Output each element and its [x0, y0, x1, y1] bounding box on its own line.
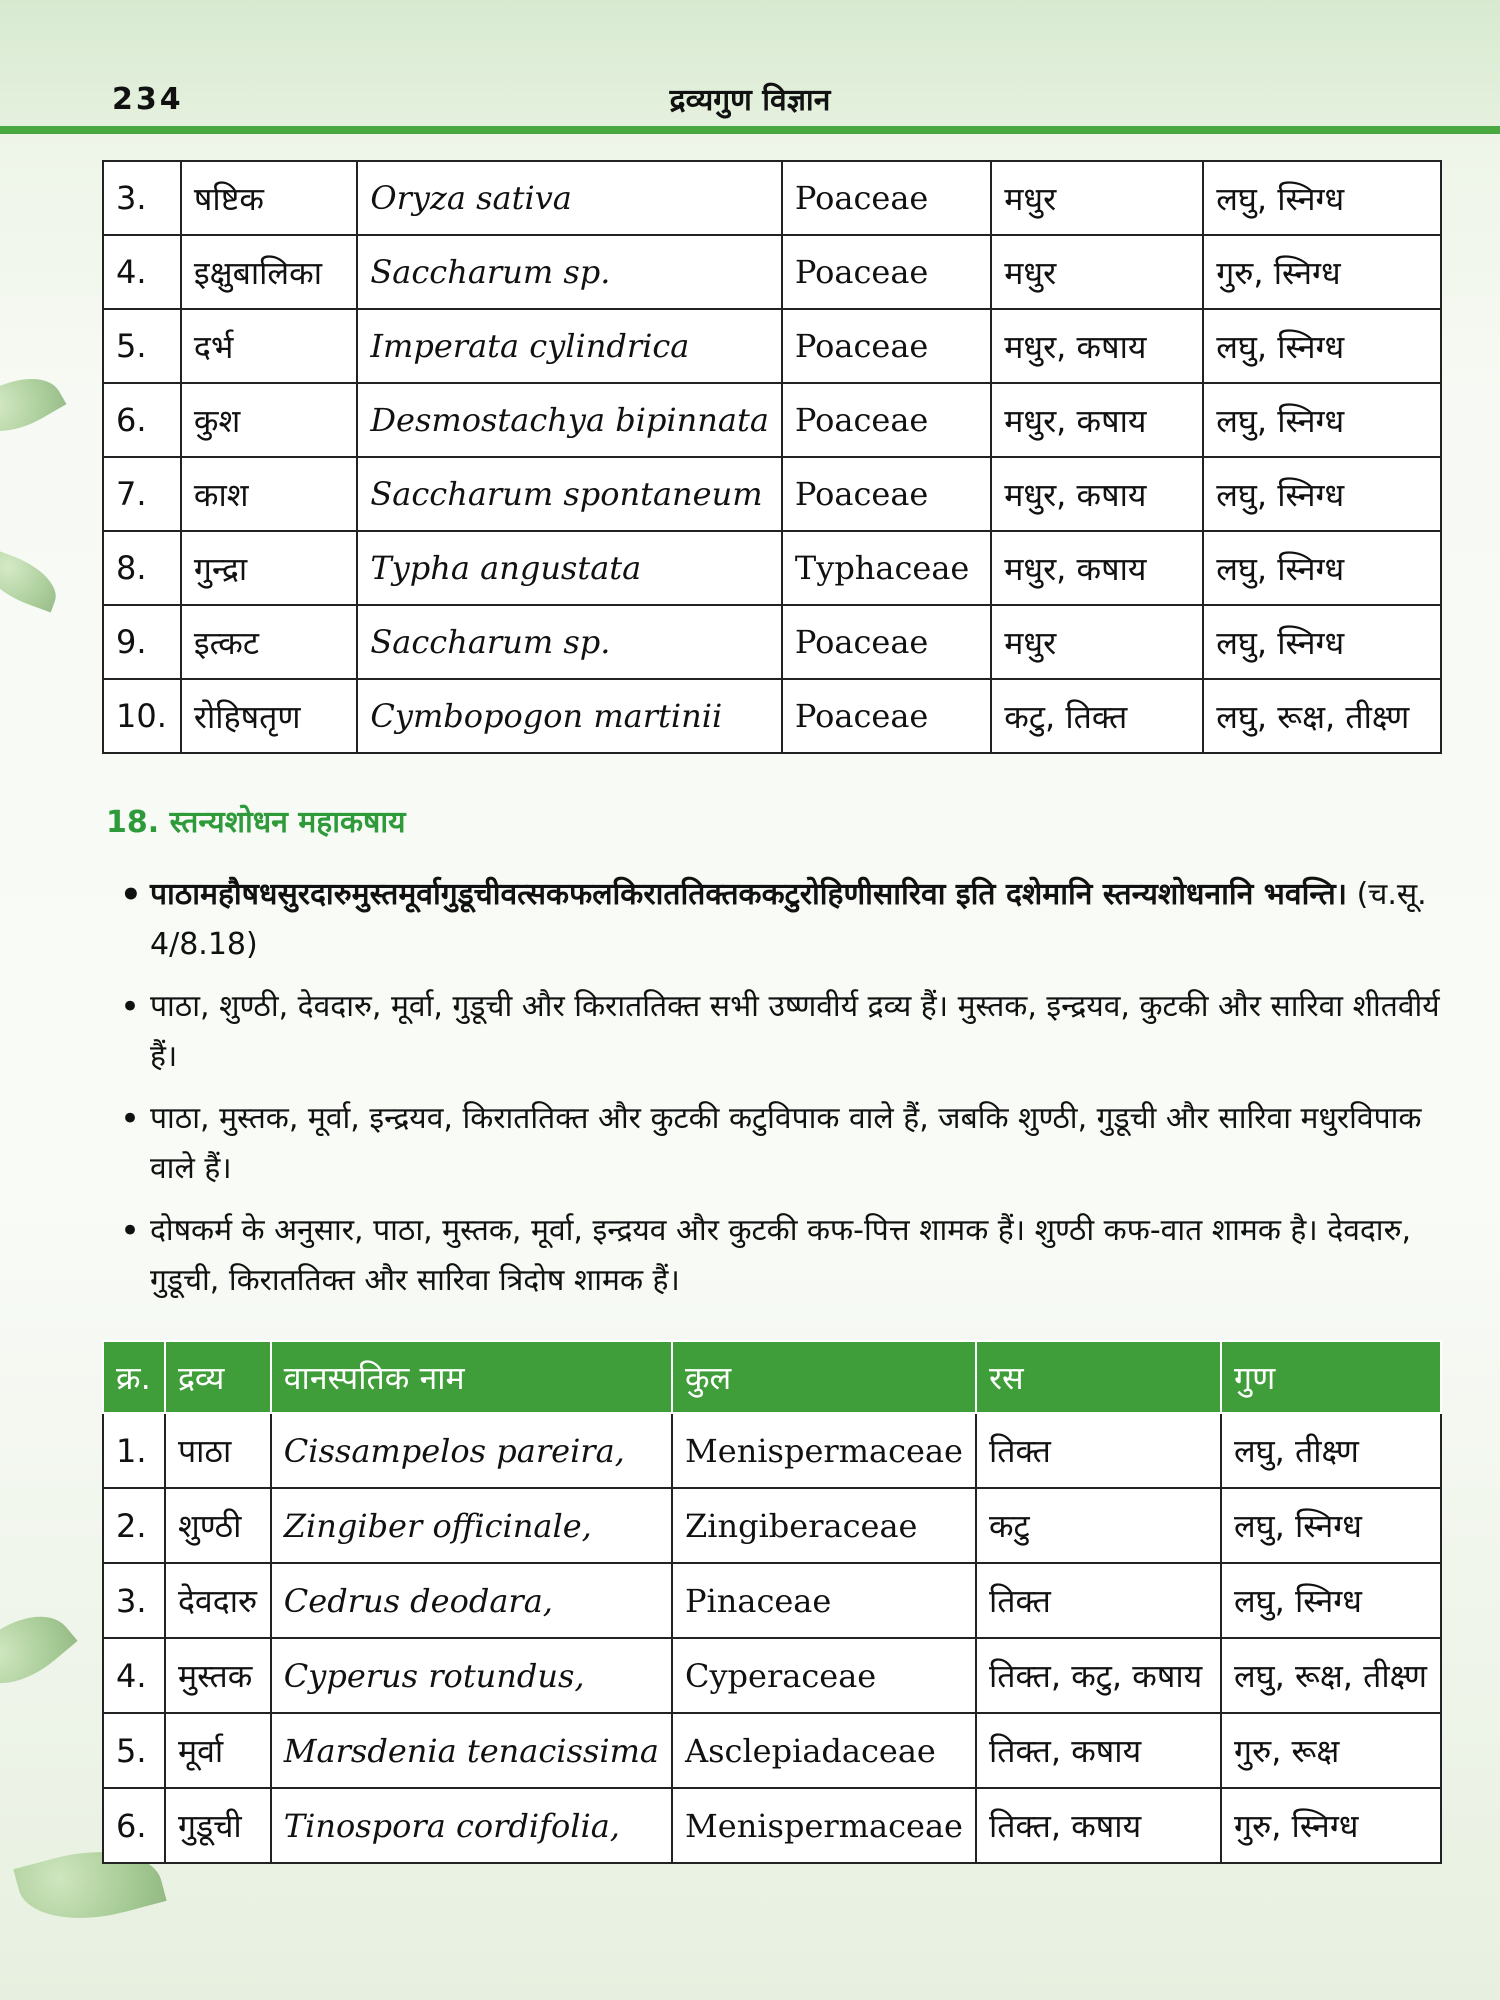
- column-header: क्र.: [103, 1341, 165, 1413]
- cell-guna: लघु, स्निग्ध: [1203, 531, 1441, 605]
- column-header: द्रव्य: [165, 1341, 271, 1413]
- book-title: द्रव्यगुण विज्ञान: [669, 83, 831, 118]
- table-row: [103, 383, 1441, 457]
- cell-serial: 4.: [103, 1638, 165, 1713]
- cell-rasa: मधुर, कषाय: [991, 383, 1203, 457]
- cell-rasa: तिक्त: [976, 1563, 1221, 1638]
- cell-family: Menispermaceae: [672, 1788, 976, 1863]
- bullet-list: [150, 870, 1440, 1318]
- list-item: [150, 1094, 1440, 1194]
- cell-family: Asclepiadaceae: [672, 1713, 976, 1788]
- cell-guna: लघु, स्निग्ध: [1221, 1488, 1441, 1563]
- section-heading: 18. स्तन्यशोधन महाकषाय: [106, 805, 406, 840]
- cell-serial: 3.: [103, 161, 181, 235]
- cell-guna: लघु, रूक्ष, तीक्ष्ण: [1203, 679, 1441, 753]
- cell-botanical-name: Cymbopogon martinii: [357, 679, 782, 753]
- cell-guna: लघु, स्निग्ध: [1203, 605, 1441, 679]
- cell-rasa: मधुर: [991, 161, 1203, 235]
- cell-family: Poaceae: [782, 457, 991, 531]
- reference: (च.सू. 4/8.18): [150, 877, 1427, 962]
- cell-botanical-name: Desmostachya bipinnata: [357, 383, 782, 457]
- cell-serial: 5.: [103, 309, 181, 383]
- bullet-text: दोषकर्म के अनुसार, पाठा, मुस्तक, मूर्वा, इन्द्रयव और कुटकी कफ-पित्त शामक हैं। शुण्ठी कफ-वात शामक है। देवदारु, गुडूची, किराततिक्त और सारिवा त्रिदोष शामक हैं।: [150, 1213, 1412, 1298]
- list-item: [150, 1206, 1440, 1306]
- table-row: [103, 161, 1441, 235]
- table-row: [103, 1788, 1441, 1863]
- cell-family: Cyperaceae: [672, 1638, 976, 1713]
- cell-rasa: तिक्त: [976, 1413, 1221, 1488]
- cell-rasa: कटु: [976, 1488, 1221, 1563]
- cell-family: Typhaceae: [782, 531, 991, 605]
- cell-botanical-name: Saccharum spontaneum: [357, 457, 782, 531]
- table-stanyashodhana: [102, 1340, 1442, 1864]
- cell-dravya: शुण्ठी: [165, 1488, 271, 1563]
- cell-rasa: कटु, तिक्त: [991, 679, 1203, 753]
- cell-serial: 7.: [103, 457, 181, 531]
- cell-guna: लघु, तीक्ष्ण: [1221, 1413, 1441, 1488]
- table-row: [103, 1638, 1441, 1713]
- cell-dravya: गुन्द्रा: [181, 531, 357, 605]
- cell-guna: लघु, स्निग्ध: [1203, 161, 1441, 235]
- cell-dravya: इक्षुबालिका: [181, 235, 357, 309]
- cell-serial: 6.: [103, 383, 181, 457]
- cell-botanical-name: Tinospora cordifolia,: [271, 1788, 672, 1863]
- cell-family: Poaceae: [782, 383, 991, 457]
- cell-botanical-name: Imperata cylindrica: [357, 309, 782, 383]
- cell-serial: 8.: [103, 531, 181, 605]
- header-rule: [0, 126, 1500, 134]
- column-header: कुल: [672, 1341, 976, 1413]
- cell-serial: 10.: [103, 679, 181, 753]
- cell-rasa: मधुर, कषाय: [991, 309, 1203, 383]
- cell-botanical-name: Saccharum sp.: [357, 605, 782, 679]
- table-row: [103, 605, 1441, 679]
- cell-guna: लघु, स्निग्ध: [1203, 383, 1441, 457]
- cell-rasa: तिक्त, कषाय: [976, 1788, 1221, 1863]
- cell-botanical-name: Cissampelos pareira,: [271, 1413, 672, 1488]
- cell-guna: लघु, रूक्ष, तीक्ष्ण: [1221, 1638, 1441, 1713]
- column-header: रस: [976, 1341, 1221, 1413]
- cell-serial: 9.: [103, 605, 181, 679]
- cell-family: Poaceae: [782, 679, 991, 753]
- cell-rasa: मधुर: [991, 605, 1203, 679]
- cell-guna: गुरु, स्निग्ध: [1221, 1788, 1441, 1863]
- cell-family: Pinaceae: [672, 1563, 976, 1638]
- cell-family: Poaceae: [782, 235, 991, 309]
- cell-serial: 6.: [103, 1788, 165, 1863]
- table-row: [103, 1563, 1441, 1638]
- cell-guna: गुरु, स्निग्ध: [1203, 235, 1441, 309]
- cell-guna: गुरु, रूक्ष: [1221, 1713, 1441, 1788]
- cell-guna: लघु, स्निग्ध: [1221, 1563, 1441, 1638]
- cell-family: Zingiberaceae: [672, 1488, 976, 1563]
- cell-serial: 5.: [103, 1713, 165, 1788]
- cell-rasa: मधुर: [991, 235, 1203, 309]
- cell-rasa: तिक्त, कषाय: [976, 1713, 1221, 1788]
- table-row: [103, 531, 1441, 605]
- cell-dravya: इत्कट: [181, 605, 357, 679]
- cell-family: Menispermaceae: [672, 1413, 976, 1488]
- cell-guna: लघु, स्निग्ध: [1203, 309, 1441, 383]
- cell-botanical-name: Saccharum sp.: [357, 235, 782, 309]
- cell-botanical-name: Marsdenia tenacissima: [271, 1713, 672, 1788]
- cell-serial: 2.: [103, 1488, 165, 1563]
- cell-rasa: मधुर, कषाय: [991, 457, 1203, 531]
- cell-dravya: देवदारु: [165, 1563, 271, 1638]
- table-row: [103, 309, 1441, 383]
- cell-dravya: पाठा: [165, 1413, 271, 1488]
- cell-dravya: दर्भ: [181, 309, 357, 383]
- cell-serial: 4.: [103, 235, 181, 309]
- cell-botanical-name: Cedrus deodara,: [271, 1563, 672, 1638]
- bullet-text: पाठा, शुण्ठी, देवदारु, मूर्वा, गुडूची और किराततिक्त सभी उष्णवीर्य द्रव्य हैं। मुस्तक, इन्द्रयव, कुटकी और सारिवा शीतवीर्य हैं।: [150, 989, 1440, 1074]
- cell-dravya: काश: [181, 457, 357, 531]
- cell-dravya: रोहिषतृण: [181, 679, 357, 753]
- cell-rasa: तिक्त, कटु, कषाय: [976, 1638, 1221, 1713]
- cell-dravya: कुश: [181, 383, 357, 457]
- table-row: [103, 235, 1441, 309]
- cell-family: Poaceae: [782, 605, 991, 679]
- list-item: [150, 870, 1440, 970]
- cell-dravya: गुडूची: [165, 1788, 271, 1863]
- cell-botanical-name: Oryza sativa: [357, 161, 782, 235]
- cell-family: Poaceae: [782, 309, 991, 383]
- cell-rasa: मधुर, कषाय: [991, 531, 1203, 605]
- cell-guna: लघु, स्निग्ध: [1203, 457, 1441, 531]
- shloka-text: पाठामहौषधसुरदारुमुस्तमूर्वागुडूचीवत्सकफलकिराततिक्तककटुरोहिणीसारिवा इति दशेमानि स्तन्यशोधनानि भवन्ति।: [150, 877, 1348, 912]
- table-row: [103, 1713, 1441, 1788]
- cell-dravya: मूर्वा: [165, 1713, 271, 1788]
- cell-dravya: षष्टिक: [181, 161, 357, 235]
- table-row: [103, 1488, 1441, 1563]
- bullet-text: पाठा, मुस्तक, मूर्वा, इन्द्रयव, किराततिक्त और कुटकी कटुविपाक वाले हैं, जबकि शुण्ठी, गुडूची और सारिवा मधुरविपाक वाले हैं।: [150, 1101, 1422, 1186]
- cell-serial: 1.: [103, 1413, 165, 1488]
- cell-botanical-name: Cyperus rotundus,: [271, 1638, 672, 1713]
- list-item: [150, 982, 1440, 1082]
- table-row: [103, 457, 1441, 531]
- cell-family: Poaceae: [782, 161, 991, 235]
- cell-dravya: मुस्तक: [165, 1638, 271, 1713]
- cell-botanical-name: Typha angustata: [357, 531, 782, 605]
- table-continued: [102, 160, 1442, 754]
- column-header: गुण: [1221, 1341, 1441, 1413]
- table-row: [103, 679, 1441, 753]
- page-number: 234: [112, 82, 184, 117]
- cell-serial: 3.: [103, 1563, 165, 1638]
- table-row: [103, 1413, 1441, 1488]
- column-header: वानस्पतिक नाम: [271, 1341, 672, 1413]
- cell-botanical-name: Zingiber officinale,: [271, 1488, 672, 1563]
